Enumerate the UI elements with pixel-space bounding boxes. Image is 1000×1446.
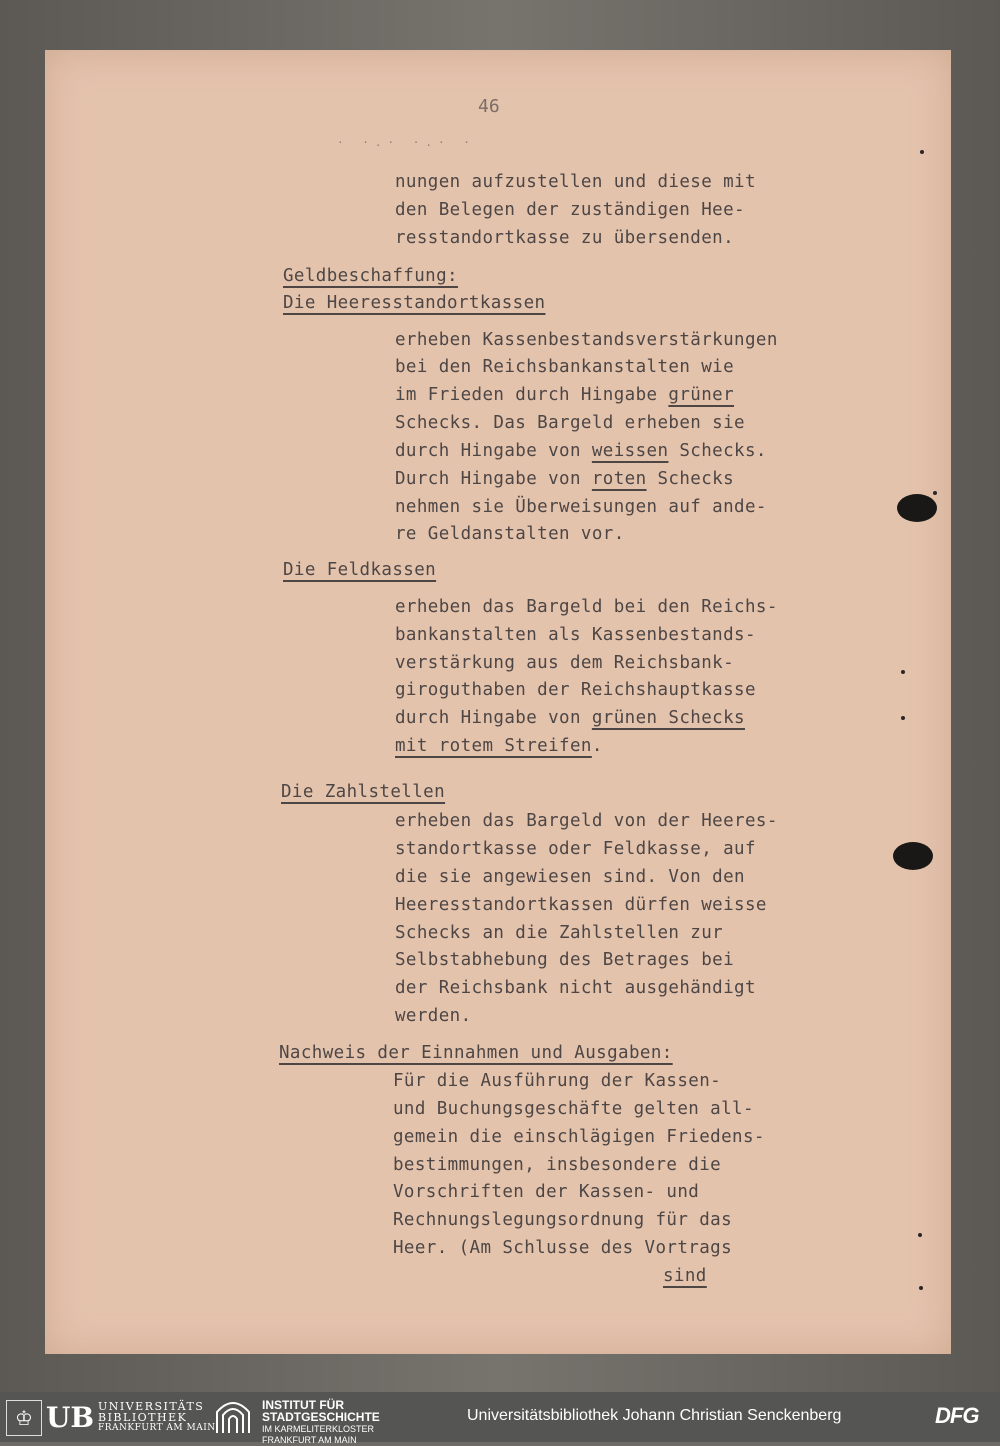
feld-line-2: bankanstalten als Kassenbestands- [395,625,756,645]
zahl-line-8: werden. [395,1006,472,1026]
nachweis-line-2: und Buchungsgeschäfte gelten all- [393,1099,754,1119]
geld-line-1: erheben Kassenbestandsverstärkungen [395,330,778,350]
speck [933,491,937,495]
zahl-line-3: die sie angewiesen sind. Von den [395,867,745,887]
feld-line-3: verstärkung aus dem Reichsbank- [395,653,735,673]
nachweis-line-7: Heer. (Am Schlusse des Vortrags [393,1238,733,1258]
nachweis-line-3: gemein die einschlägigen Friedens- [393,1127,765,1147]
nachweis-line-4: bestimmungen, insbesondere die [393,1155,722,1175]
feld-line-4: giroguthaben der Reichshauptkasse [395,680,756,700]
document-page [45,50,951,1354]
speck [918,1233,922,1237]
dfg-logo: DFG [935,1403,979,1428]
footer-bar [0,1392,1000,1445]
ub-logo-icon: ♔ [6,1400,42,1436]
nachweis-line-6: Rechnungslegungsordnung für das [393,1210,733,1230]
underline-roter-streifen: mit rotem Streifen [395,736,592,756]
geld-line-2: bei den Reichsbankanstalten wie [395,357,735,377]
zahl-line-6: Selbstabhebung des Betrages bei [395,950,735,970]
punch-hole-top [897,494,937,522]
top-marks: · ·.· ·.· · [337,136,476,149]
intro-line-3: resstandortkasse zu übersenden. [395,228,735,248]
page-number: 46 [478,96,500,117]
isg-text: INSTITUT FÜR STADTGESCHICHTE IM KARMELITERKLOSTER FRANKFURT AM MAIN [262,1398,380,1445]
ub-logo-letters: UB [46,1401,95,1434]
zahl-line-1: erheben das Bargeld von der Heeres- [395,811,778,831]
underline-weissen: weissen [591,441,669,461]
speck [901,670,905,674]
ub-text: UNIVERSITÄTS BIBLIOTHEK FRANKFURT AM MAIN [98,1400,216,1433]
heading-zahlstellen: Die Zahlstellen [281,782,446,802]
zahl-line-5: Schecks an die Zahlstellen zur [395,923,724,943]
geld-line-6: Durch Hingabe von roten Schecks [395,469,735,489]
feld-line-5: durch Hingabe von grünen Schecks [395,708,745,728]
zahl-line-7: der Reichsbank nicht ausgehändigt [395,978,756,998]
punch-hole-bottom [893,842,933,870]
feld-line-6: mit rotem Streifen. [395,736,603,756]
underline-gruenen-schecks: grünen Schecks [591,708,745,728]
geld-line-3: im Frieden durch Hingabe grüner [395,385,735,405]
speck [901,716,905,720]
footer-title: Universitätsbibliothek Johann Christian Senckenberg [467,1407,842,1424]
zahl-line-2: standortkasse oder Feldkasse, auf [395,839,756,859]
speck [919,1286,923,1290]
heading-feldkassen: Die Feldkassen [283,560,437,580]
geld-line-7: nehmen sie Überweisungen auf ande- [395,497,767,517]
nachweis-line-1: Für die Ausführung der Kassen- [393,1071,722,1091]
speck [920,150,924,154]
heading-geldbeschaffung: Geldbeschaffung: [283,266,458,286]
subheading-heeresstandortkassen: Die Heeresstandortkassen [283,293,546,313]
nachweis-line-5: Vorschriften der Kassen- und [393,1182,700,1202]
geld-line-5: durch Hingabe von weissen Schecks. [395,441,767,461]
geld-line-8: re Geldanstalten vor. [395,524,625,544]
underline-gruener: grüner [668,385,735,405]
isg-logo-icon [214,1400,252,1434]
underline-roten: roten [591,469,647,489]
heading-nachweis: Nachweis der Einnahmen und Ausgaben: [279,1043,673,1063]
intro-line-1: nungen aufzustellen und diese mit [395,172,756,192]
catchword: sind [663,1266,707,1286]
intro-line-2: den Belegen der zuständigen Hee- [395,200,745,220]
geld-line-4: Schecks. Das Bargeld erheben sie [395,413,745,433]
zahl-line-4: Heeresstandortkassen dürfen weisse [395,895,767,915]
feld-line-1: erheben das Bargeld bei den Reichs- [395,597,778,617]
